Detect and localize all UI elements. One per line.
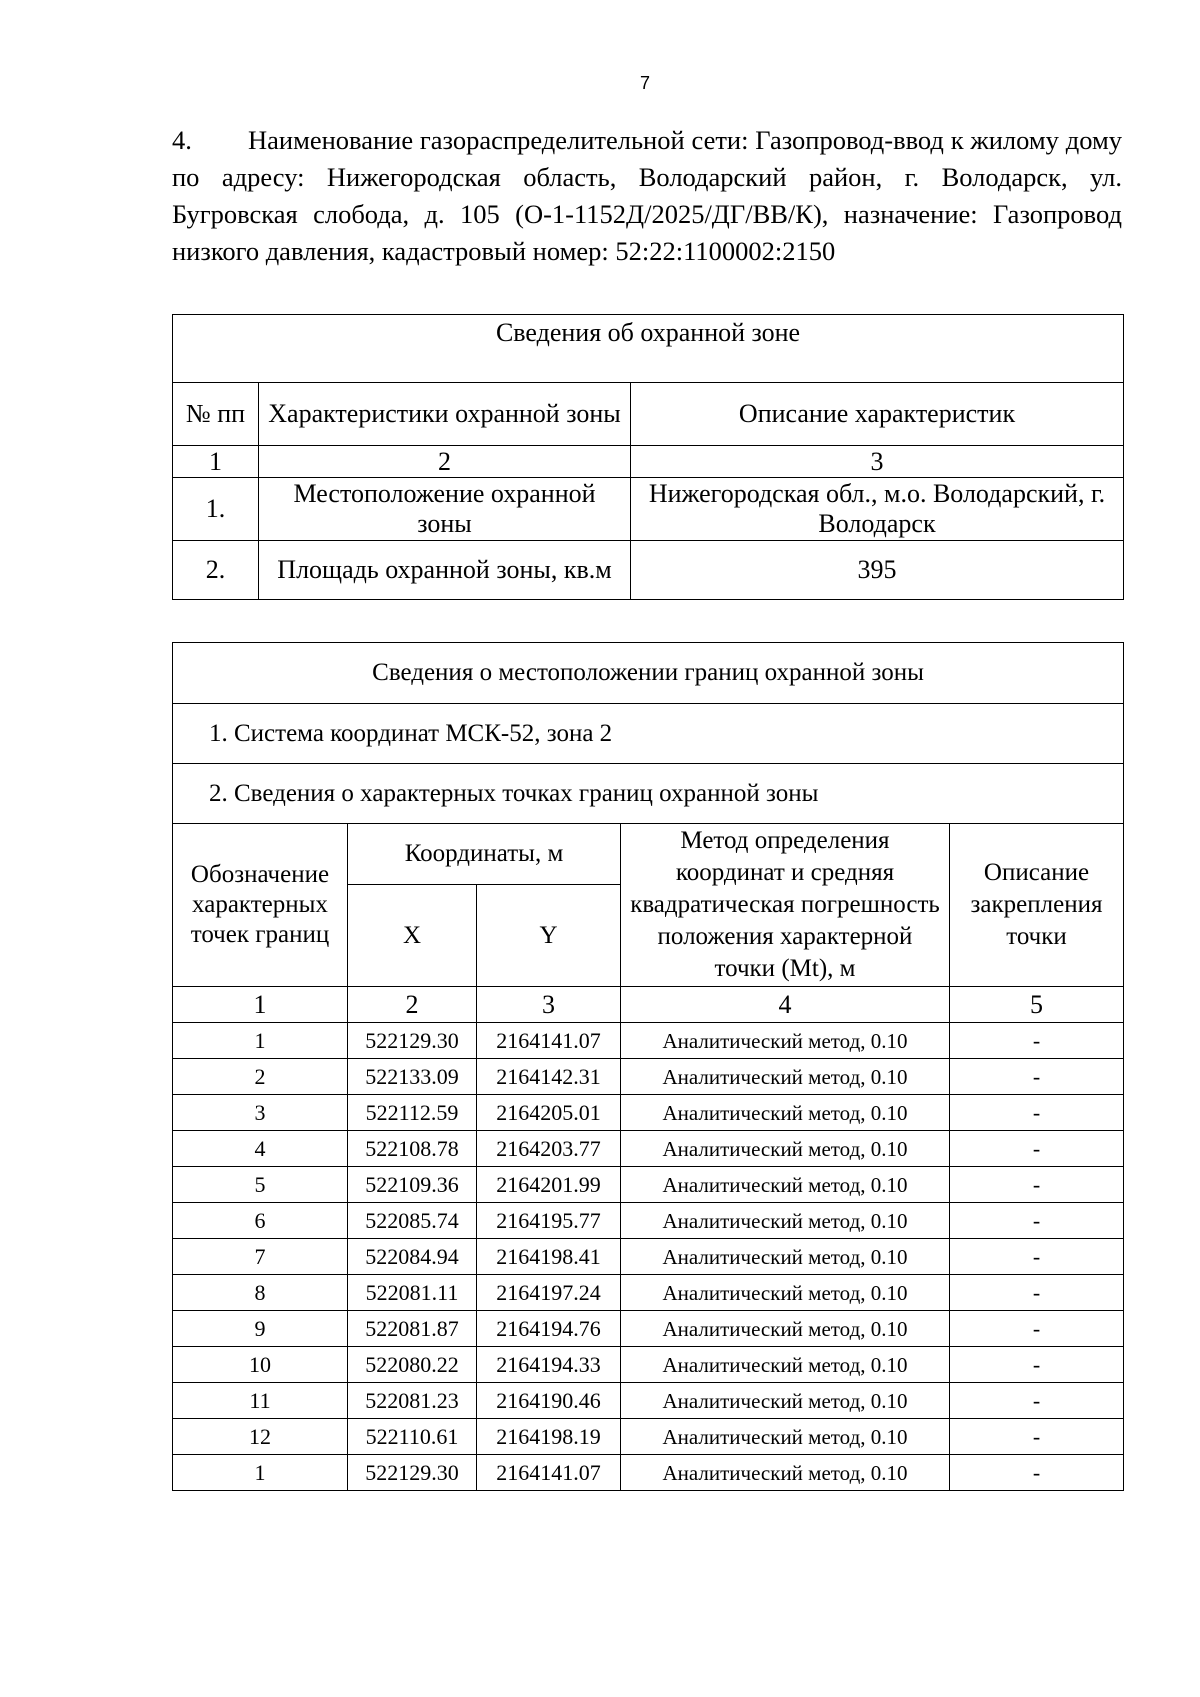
row-num: 2. [173, 541, 259, 600]
table-row [173, 541, 1124, 600]
header-x: X [348, 885, 477, 987]
fixing-cell: - [950, 1095, 1124, 1131]
point-cell: 2 [173, 1059, 348, 1095]
intro-paragraph [172, 122, 1122, 270]
fixing-cell: - [950, 1167, 1124, 1203]
index-cell: 2 [348, 987, 477, 1023]
index-cell: 3 [631, 446, 1124, 478]
x-cell: 522081.23 [348, 1383, 477, 1419]
x-cell: 522112.59 [348, 1095, 477, 1131]
point-cell: 1 [173, 1455, 348, 1491]
boundary-table [172, 642, 1124, 1491]
index-cell: 1 [173, 446, 259, 478]
x-cell: 522109.36 [348, 1167, 477, 1203]
method-cell: Аналитический метод, 0.10 [621, 1455, 950, 1491]
y-cell: 2164195.77 [477, 1203, 621, 1239]
row-description: Нижегородская обл., м.о. Володарский, г. Володарск [631, 478, 1124, 541]
method-cell: Аналитический метод, 0.10 [621, 1131, 950, 1167]
row-description: 395 [631, 541, 1124, 600]
method-cell: Аналитический метод, 0.10 [621, 1419, 950, 1455]
x-cell: 522081.87 [348, 1311, 477, 1347]
x-cell: 522110.61 [348, 1419, 477, 1455]
point-cell: 6 [173, 1203, 348, 1239]
y-cell: 2164141.07 [477, 1023, 621, 1059]
table-row [173, 1023, 1124, 1059]
x-cell: 522080.22 [348, 1347, 477, 1383]
table-row [173, 478, 1124, 541]
method-cell: Аналитический метод, 0.10 [621, 1095, 950, 1131]
index-cell: 1 [173, 987, 348, 1023]
intro-text: Наименование газораспределительной сети: Газопровод-ввод к жилому дому по адресу: Нижегородская область, Володарский район, г. Володарск, ул. Бугровская слобода, д. 105 (О-1-1152Д/2025/ДГ/ВВ/К), назначение: Газопровод низкого давления, кадастровый номер: 52:22:1100002:2150 [172, 125, 1122, 266]
y-cell: 2164197.24 [477, 1275, 621, 1311]
row-characteristic: Местоположение охранной зоны [259, 478, 631, 541]
header-description: Описание характеристик [631, 383, 1124, 446]
x-cell: 522081.11 [348, 1275, 477, 1311]
table-row [173, 1275, 1124, 1311]
table-row [173, 1347, 1124, 1383]
header-characteristic: Характеристики охранной зоны [259, 383, 631, 446]
zone-table-title: Сведения об охранной зоне [173, 315, 1124, 383]
method-cell: Аналитический метод, 0.10 [621, 1167, 950, 1203]
fixing-cell: - [950, 1023, 1124, 1059]
method-cell: Аналитический метод, 0.10 [621, 1311, 950, 1347]
header-method: Метод определения координат и средняя квадратическая погрешность положения характерной точки (Mt), м [621, 824, 950, 987]
method-cell: Аналитический метод, 0.10 [621, 1347, 950, 1383]
table-row [173, 1239, 1124, 1275]
point-cell: 11 [173, 1383, 348, 1419]
y-cell: 2164190.46 [477, 1383, 621, 1419]
header-num: № пп [173, 383, 259, 446]
method-cell: Аналитический метод, 0.10 [621, 1275, 950, 1311]
y-cell: 2164198.41 [477, 1239, 621, 1275]
header-fixing: Описание закрепления точки [950, 824, 1124, 987]
method-cell: Аналитический метод, 0.10 [621, 1203, 950, 1239]
fixing-cell: - [950, 1311, 1124, 1347]
x-cell: 522108.78 [348, 1131, 477, 1167]
index-cell: 4 [621, 987, 950, 1023]
fixing-cell: - [950, 1383, 1124, 1419]
table-row [173, 1203, 1124, 1239]
row-characteristic: Площадь охранной зоны, кв.м [259, 541, 631, 600]
x-cell: 522129.30 [348, 1023, 477, 1059]
table-row [173, 1131, 1124, 1167]
method-cell: Аналитический метод, 0.10 [621, 1239, 950, 1275]
table-row [173, 1419, 1124, 1455]
point-cell: 1 [173, 1023, 348, 1059]
y-cell: 2164141.07 [477, 1455, 621, 1491]
points-heading: 2. Сведения о характерных точках границ охранной зоны [173, 764, 1124, 824]
y-cell: 2164203.77 [477, 1131, 621, 1167]
table-row [173, 1455, 1124, 1491]
x-cell: 522085.74 [348, 1203, 477, 1239]
header-y: Y [477, 885, 621, 987]
points-body [173, 1023, 1124, 1491]
index-cell: 3 [477, 987, 621, 1023]
point-cell: 12 [173, 1419, 348, 1455]
y-cell: 2164205.01 [477, 1095, 621, 1131]
fixing-cell: - [950, 1131, 1124, 1167]
header-point-label: Обозначение характерных точек границ [173, 824, 348, 987]
x-cell: 522133.09 [348, 1059, 477, 1095]
page-number: 7 [639, 73, 650, 93]
fixing-cell: - [950, 1275, 1124, 1311]
method-cell: Аналитический метод, 0.10 [621, 1023, 950, 1059]
zone-info-table [172, 314, 1124, 600]
method-cell: Аналитический метод, 0.10 [621, 1383, 950, 1419]
point-cell: 4 [173, 1131, 348, 1167]
table-row [173, 1167, 1124, 1203]
y-cell: 2164194.76 [477, 1311, 621, 1347]
fixing-cell: - [950, 1239, 1124, 1275]
point-cell: 8 [173, 1275, 348, 1311]
table-row [173, 1059, 1124, 1095]
x-cell: 522084.94 [348, 1239, 477, 1275]
header-coords: Координаты, м [348, 824, 621, 885]
boundary-table-title: Сведения о местоположении границ охранной зоны [173, 643, 1124, 704]
y-cell: 2164194.33 [477, 1347, 621, 1383]
y-cell: 2164142.31 [477, 1059, 621, 1095]
index-cell: 5 [950, 987, 1124, 1023]
fixing-cell: - [950, 1203, 1124, 1239]
fixing-cell: - [950, 1419, 1124, 1455]
table-row [173, 1383, 1124, 1419]
point-cell: 5 [173, 1167, 348, 1203]
point-cell: 9 [173, 1311, 348, 1347]
fixing-cell: - [950, 1059, 1124, 1095]
row-num: 1. [173, 478, 259, 541]
method-cell: Аналитический метод, 0.10 [621, 1059, 950, 1095]
table-row [173, 1095, 1124, 1131]
point-cell: 7 [173, 1239, 348, 1275]
intro-number: 4. [172, 125, 192, 155]
fixing-cell: - [950, 1455, 1124, 1491]
fixing-cell: - [950, 1347, 1124, 1383]
x-cell: 522129.30 [348, 1455, 477, 1491]
index-cell: 2 [259, 446, 631, 478]
point-cell: 10 [173, 1347, 348, 1383]
y-cell: 2164201.99 [477, 1167, 621, 1203]
y-cell: 2164198.19 [477, 1419, 621, 1455]
coord-system: 1. Система координат МСК-52, зона 2 [173, 704, 1124, 764]
point-cell: 3 [173, 1095, 348, 1131]
table-row [173, 1311, 1124, 1347]
